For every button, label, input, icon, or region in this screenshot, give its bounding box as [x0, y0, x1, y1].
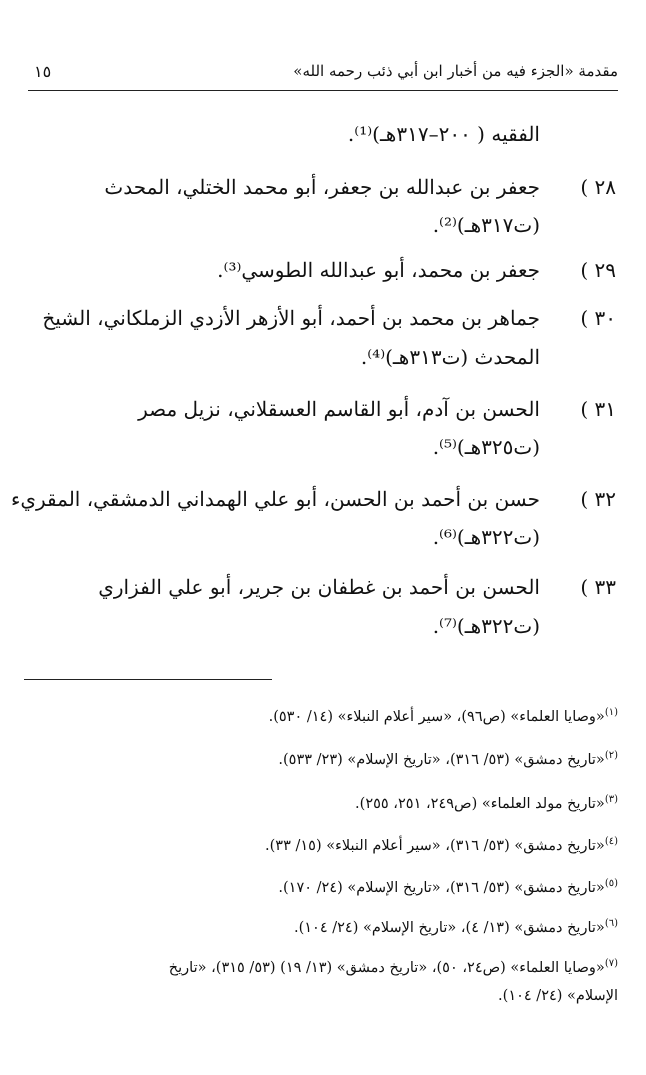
entry-number-33: ٣٣ )	[580, 575, 616, 599]
entry-30-line1: جماهر بن محمد بن أحمد، أبو الأزهر الأزدي الزملكاني، الشيخ	[42, 306, 540, 330]
entry-31-line2: (ت٣٢٥هـ)⁽⁵⁾.	[432, 435, 540, 459]
entry-number-29: ٢٩ )	[580, 258, 616, 282]
entry-32-line1: حسن بن أحمد بن الحسن، أبو علي الهمداني الدمشقي، المقريء	[10, 487, 540, 511]
footnote-text: «تاريخ دمشق» (٥٣/ ٣١٦)، «سير أعلام النبلاء» (١٥/ ٣٣).	[265, 837, 605, 854]
running-header	[28, 60, 618, 91]
entry-33-line2: (ت٣٢٢هـ)⁽⁷⁾.	[432, 614, 540, 638]
entry-number-28: ٢٨ )	[580, 175, 616, 199]
entry-number-30: ٣٠ )	[580, 306, 616, 330]
footnote-text: «وصايا العلماء» (ص٩٦)، «سير أعلام النبلاء» (١٤/ ٥٣٠).	[268, 708, 605, 725]
entry-30-line2: المحدث (ت٣١٣هـ)⁽⁴⁾.	[360, 345, 540, 369]
footnote-6	[24, 918, 618, 936]
entry-29-line1: جعفر بن محمد، أبو عبدالله الطوسي⁽³⁾.	[217, 258, 540, 282]
entry-number-32: ٣٢ )	[580, 487, 616, 511]
footnote-text: «تاريخ دمشق» (٥٣/ ٣١٦)، «تاريخ الإسلام» (٢٤/ ١٧٠).	[278, 879, 605, 896]
entry-28-line2: (ت٣١٧هـ)⁽²⁾.	[432, 213, 540, 237]
continued-line: الفقيه ( ٢٠٠–٣١٧هـ)⁽¹⁾.	[347, 122, 540, 146]
page-number: ١٥	[34, 62, 52, 81]
footnote-text: «تاريخ دمشق» (١٣/ ٤)، «تاريخ الإسلام» (٢٤/ ١٠٤).	[293, 919, 605, 936]
footnote-mark: (٦)	[604, 918, 618, 929]
footnote-mark: (٢)	[604, 750, 618, 761]
footnote-5	[24, 878, 618, 896]
footnote-mark: (٥)	[604, 878, 618, 889]
entry-number-31: ٣١ )	[580, 397, 616, 421]
footnote-7	[24, 958, 618, 976]
footnote-divider	[24, 679, 272, 680]
footnote-mark: (١)	[604, 707, 618, 718]
header-title: مقدمة «الجزء فيه من أخبار ابن أبي ذئب رحمه الله»	[293, 62, 618, 80]
entry-28-line1: جعفر بن عبدالله بن جعفر، أبو محمد الختلي، المحدث	[104, 175, 540, 199]
footnote-4	[24, 836, 618, 854]
footnote-1	[24, 707, 618, 725]
footnote-text: «وصايا العلماء» (ص٢٤، ٥٠)، «تاريخ دمشق» (١٣/ ١٩) (٥٣/ ٣١٥)، «تاريخ	[168, 959, 605, 976]
footnote-mark: (٣)	[604, 794, 618, 805]
footnote-7-continued: الإسلام» (٢٤/ ١٠٤).	[498, 988, 618, 1004]
footnote-mark: (٧)	[604, 958, 618, 969]
footnote-2	[24, 750, 618, 768]
footnote-text: «تاريخ مولد العلماء» (ص٢٤٩، ٢٥١، ٢٥٥).	[355, 795, 605, 812]
footnote-text: «تاريخ دمشق» (٥٣/ ٣١٦)، «تاريخ الإسلام» (٢٣/ ٥٣٣).	[278, 751, 605, 768]
entry-32-line2: (ت٣٢٢هـ)⁽⁶⁾.	[432, 525, 540, 549]
footnote-mark: (٤)	[604, 836, 618, 847]
footnote-3	[24, 794, 618, 812]
entry-33-line1: الحسن بن أحمد بن غطفان بن جرير، أبو علي الفزاري	[98, 575, 540, 599]
entry-31-line1: الحسن بن آدم، أبو القاسم العسقلاني، نزيل مصر	[138, 397, 540, 421]
